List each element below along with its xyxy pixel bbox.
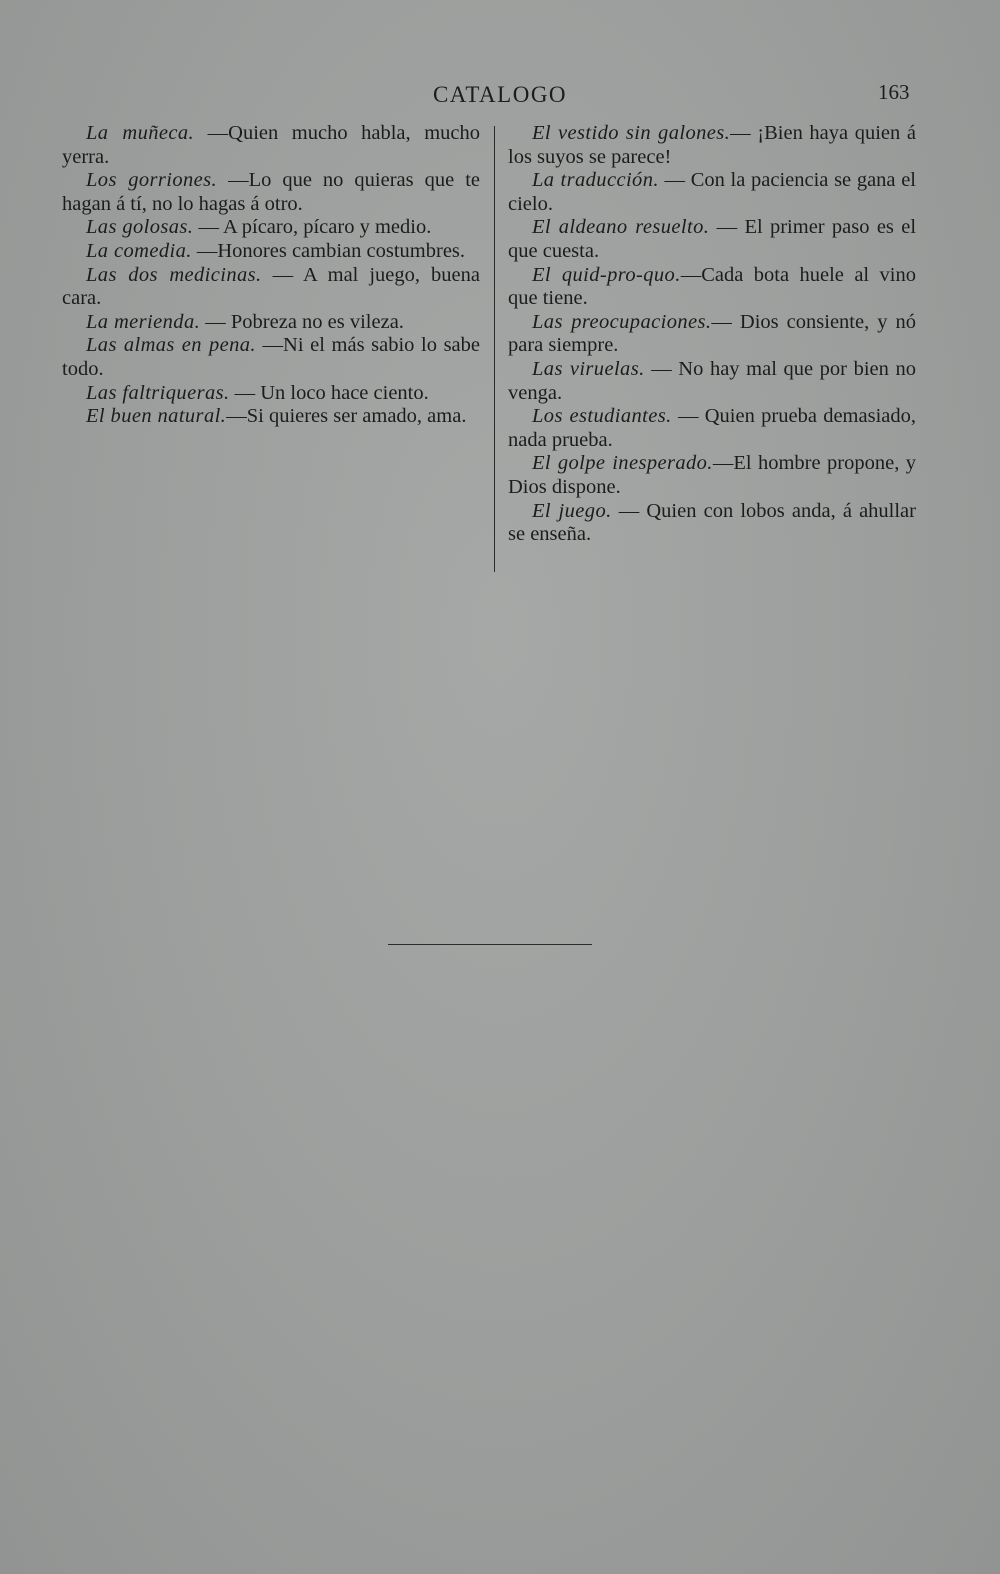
entry-title: Las viruelas. (532, 357, 645, 380)
entry-title: Las almas en pena. (86, 334, 256, 357)
catalog-entry (62, 382, 480, 406)
entry-title: El juego. (532, 499, 612, 522)
entry-title: La comedia. (86, 239, 192, 262)
entry-text: — Quien con lobos anda, á ahullar se enseña. (508, 499, 916, 546)
entry-title: El vestido sin galones. (532, 122, 731, 144)
catalog-entry (62, 122, 480, 169)
catalog-entry (62, 334, 480, 381)
entry-text: — A mal juego, buena cara. (62, 263, 480, 310)
entry-text: —El hombre propone, y Dios dispone. (508, 452, 916, 498)
entry-text: —Ni el más sabio lo sabe todo. (62, 334, 480, 380)
entry-text: — Pobreza no es vileza. (200, 310, 404, 333)
catalog-entry (508, 358, 916, 405)
entry-title: El golpe inesperado. (532, 452, 713, 475)
entry-text: —Cada bota huele al vino que tiene. (508, 263, 916, 310)
catalog-entry (62, 264, 480, 311)
entry-title: Las golosas. (86, 216, 194, 239)
entry-text: — Un loco hace ciento. (229, 381, 429, 404)
left-column (62, 122, 480, 429)
entry-title: Las preocupaciones. (532, 310, 712, 333)
entry-text: — El primer paso es el que cuesta. (508, 216, 917, 262)
catalog-entry (62, 311, 480, 335)
entry-text: — Quien prueba demasiado, nada prueba. (508, 405, 916, 451)
page-number: 163 (878, 80, 910, 104)
entry-text: — A pícaro, pícaro y medio. (193, 216, 432, 239)
entry-title: El buen natural. (86, 405, 227, 428)
catalog-entry (508, 500, 916, 547)
entry-text: — No hay mal que por bien no venga. (508, 357, 917, 404)
entry-title: La muñeca. (86, 122, 195, 144)
end-rule (388, 944, 592, 945)
entry-text: — Con la paciencia se gana el cielo. (508, 169, 916, 215)
catalog-entry (508, 405, 916, 452)
entry-text: —Quien mucho habla, mucho yerra. (62, 122, 480, 168)
catalog-entry (508, 311, 916, 358)
entry-title: Las faltriqueras. (86, 381, 230, 404)
catalog-entry (508, 169, 916, 216)
entry-text: —Si quieres ser amado, ama. (226, 405, 467, 428)
entry-text: —Honores cambian costumbres. (191, 239, 466, 262)
running-head: CATALOGO (432, 82, 568, 107)
entry-title: La merienda. (86, 310, 201, 333)
right-column (508, 122, 916, 547)
entry-text: — ¡Bien haya quien á los suyos se parece! (508, 122, 916, 168)
catalog-entry (62, 216, 480, 240)
column-divider (494, 126, 495, 572)
catalog-entry (508, 216, 916, 263)
catalog-entry (508, 264, 916, 311)
entry-title: El aldeano resuelto. (532, 216, 710, 239)
entry-title: La traducción. (532, 169, 659, 192)
catalog-entry (62, 240, 480, 264)
catalog-entry (508, 452, 916, 499)
catalog-entry (62, 405, 480, 429)
entry-text: — Dios consiente, y nó para siempre. (508, 310, 916, 357)
entry-title: El quid-pro-quo. (532, 263, 681, 286)
entry-title: Las dos medicinas. (86, 263, 262, 286)
entry-title: Los estudiantes. (532, 405, 672, 428)
entry-text: —Lo que no quieras que te hagan á tí, no lo hagas á otro. (62, 169, 480, 215)
catalog-entry (62, 169, 480, 216)
catalog-entry (508, 122, 916, 169)
entry-title: Los gorriones. (86, 169, 218, 192)
